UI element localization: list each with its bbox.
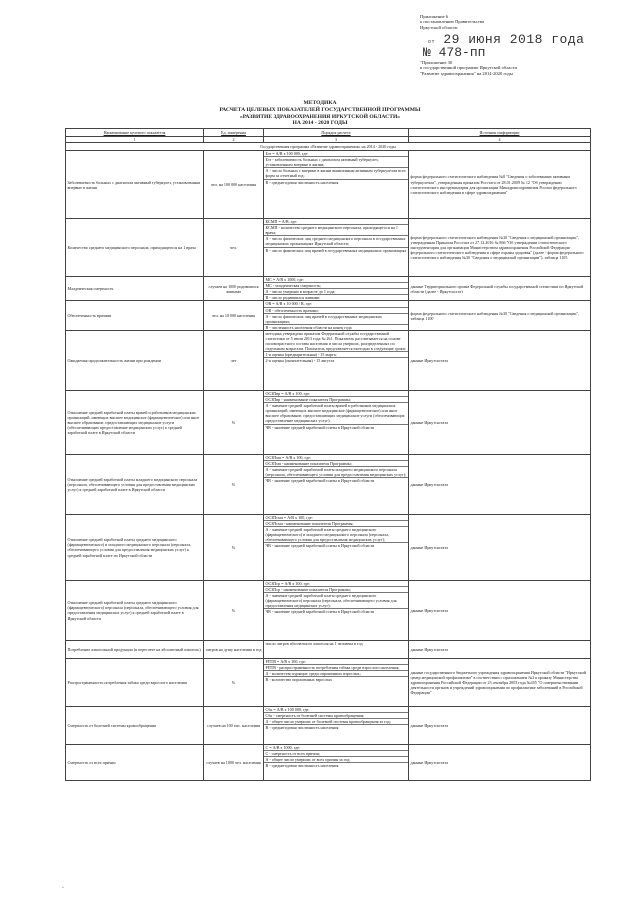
calculation-line: ОВ - обеспеченность врачами; [264, 308, 408, 314]
calculation-line: ОСЗПср = А/В х 100, где: [264, 581, 408, 587]
information-source: данные Территориального органа Федеральной службы государственной статистики по Иркутской области (далее - Иркутскстат) [409, 277, 591, 301]
indicator-name: Отношение средней заработной платы среднего медицинского (фармацевтического) персонала (персонала, обеспечивающего условия для предоставления медицинских услуг) к средней заработной плате в Иркутской области [66, 580, 204, 640]
indicator-unit: случаев на 100 тыс. населения [204, 706, 264, 744]
calculation-line: КСМП = А/В, где: [264, 219, 408, 225]
indicator-name: Смертность от всех причин [66, 744, 204, 780]
calculation-procedure [264, 301, 409, 330]
calculation-line: КСМП - количество среднего медицинского персонала, приходящегося на 1 врача; [264, 225, 408, 236]
information-source: данные Иркутскстата [409, 330, 591, 390]
col-header-name: Наименование целевого показателя [66, 129, 204, 137]
title-line: МЕТОДИКА [303, 100, 337, 106]
calculation-line: В - количество опрошенных взрослых [265, 677, 333, 683]
calculation-line: ОСЗПср - наименование показателя Программы; [264, 587, 408, 593]
date-value: 29 июня 2018 года [443, 32, 585, 47]
calculation-procedure [264, 330, 409, 390]
appendix-block [420, 14, 630, 30]
table-row [66, 706, 591, 744]
calculation-procedure [264, 580, 409, 640]
calculation-line: ОСЗПвр - наименование показателя Программы; [264, 397, 408, 403]
calculation-line: А - значение средней заработной платы среднего медицинского (фармацевтического) и младшего медицинского персонала (персонала, обеспечивающего условия для предоставления медицинских услуг); [264, 527, 408, 543]
calculation-procedure [264, 706, 409, 744]
date-prefix: от [428, 39, 436, 45]
calculation-procedure [264, 454, 409, 514]
calculation-line: А - число умерших в возрасте до 1 года; [264, 289, 408, 295]
calculation-line: Бзт = А/В x 100 000, где: [264, 151, 408, 157]
calculation-procedure [264, 277, 409, 301]
calculation-line: А - число больных с впервые в жизни выявленным активным туберкулезом всех форм за отчетный год; [264, 168, 408, 179]
col-header-calc: Порядок расчета [264, 129, 409, 137]
information-source: данные государственного бюджетного учреждения здравоохранения Иркутской области "Иркутский центр медицинской профилактики" в соответствии с приложением №3 к приказу Министерства здравоохранения Российской Федерации от 23 сентября 2003 года №455 "О совершенствовании деятельности органов и учреждений здравоохранения по профилактике заболеваний в Российской Федерации" [409, 658, 591, 706]
appendix2-line: "Приложение 30 [420, 60, 453, 65]
information-source: данные Иркутскстата [409, 454, 591, 514]
calculation-line: А - количество курящих среди опрошенных взрослых; [264, 671, 408, 677]
col-number: 4 [409, 137, 591, 143]
information-source: данные Иркутскстата [409, 744, 591, 780]
indicator-unit: чел. [204, 219, 264, 277]
indicator-unit: % [204, 658, 264, 706]
information-source: форма федерального статистического наблюдения №8 "Сведения о заболеваниях активным туберкулезом", утвержденная приказом Росстата от 28.01.2009 № 12 "Об утверждении статистического инструментария для организации Минздравсоцразвития России федерального статистического наблюдения в сфере здравоохранения" [409, 151, 591, 219]
calculation-line: Бзт - заболеваемость больных с диагнозом активный туберкулез, установленным впервые в жизни; [264, 157, 408, 168]
appendix-line: Иркутской области [420, 24, 458, 30]
calculation-line: 2-я оценка (окончательная) - 15 августа [265, 358, 335, 364]
col-header-source: Источник информации [409, 129, 591, 137]
num-prefix: № [423, 45, 431, 60]
col-header-unit: Ед. измерения [204, 129, 264, 137]
indicator-name: Смертность от болезней системы кровообращения [66, 706, 204, 744]
calculation-line: Сбк - смертность от болезней системы кровообращения; [264, 713, 408, 719]
calculation-line: 1-я оценка (предварительная) - 15 марта; [264, 352, 408, 358]
title-line: НА 2014 - 2020 ГОДЫ [292, 120, 348, 127]
calculation-line: В - среднегодовая численность населения [265, 763, 339, 769]
col-number: 1 [66, 137, 204, 143]
calculation-line: ЧВ - значение средней заработной платы в Иркутской области [265, 424, 375, 430]
appendix-line: к постановлению Правительства [420, 19, 484, 25]
calculation-procedure [264, 219, 409, 277]
title-line: «РАЗВИТИЕ ЗДРАВООХРАНЕНИЯ ИРКУТСКОЙ ОБЛАСТИ» [239, 113, 401, 120]
indicator-name: Отношение средней заработной платы младшего медицинского персонала (персонала, обеспечивающего условия для предоставления медицинских услуг) к средней заработной плате в Иркутской области [66, 454, 204, 514]
calculation-line: Сбк = А/В х 100 000, где: [264, 707, 408, 713]
indicator-unit: случаев на 1000 чел. населения [204, 744, 264, 780]
indicator-name: Младенческая смертность [66, 277, 204, 301]
calculation-line: РПТВ = А/В х 100, где: [264, 659, 408, 665]
calculation-line: В - численность населения области на конец года [265, 324, 352, 330]
calculation-line: А - общее число умерших от всех причин за год; [264, 757, 408, 763]
calculation-line: В - среднегодовая численность населения [265, 725, 339, 731]
col-number: 3 [264, 137, 409, 143]
indicator-unit: % [204, 454, 264, 514]
calculation-line: А - значение средней заработной платы младшего медицинского персонала (персонала, обеспечивающего условия для предоставления медицинских услуг); [265, 467, 407, 478]
table-row [66, 454, 591, 514]
calculation-line: А - значение средней заработной платы врачей и работников медицинских организаций, имеющих высшее медицинское (фармацевтическое) или иное высшее образование, предоставляющих медицинские услуги (обеспечивающих предоставление медицинских услуг); [264, 403, 408, 424]
information-source: данные Иркутскстата [409, 390, 591, 454]
calculation-line: ЧВ - значение средней заработной платы в Иркутской области [265, 478, 375, 484]
calculation-line: МС - младенческая смертность; [264, 283, 408, 289]
indicator-name: Заболеваемость больных с диагнозом активный туберкулез, установленным впервые в жизни [66, 151, 204, 219]
calculation-line: РПТВ - распространенность потребления табака среди взрослого населения; [264, 665, 408, 671]
indicator-name: Потребление алкогольной продукции (в пересчете на абсолютный алкоголь) [66, 640, 204, 658]
information-source: форма федерального статистического наблюдения №30 "Сведения о медицинской организации", таблица 1100 [409, 301, 591, 330]
calculation-procedure [264, 640, 409, 658]
calculation-line: В - число физических лиц врачей в государственных медицинских организациях [265, 247, 407, 253]
num-value: 478-пп [438, 45, 486, 60]
calculation-line: ОСЗПмп = А/В х 100, где: [264, 455, 408, 461]
calculation-line: ОСЗПсмп - наименование показателя Программы; [264, 521, 408, 527]
table-row [66, 744, 591, 780]
col-number: 2 [204, 137, 264, 143]
information-source: данные Иркутскстата [409, 514, 591, 580]
calculation-procedure [264, 151, 409, 219]
table-row [66, 640, 591, 658]
indicator-name: Распространенность потребления табака среди взрослого населения [66, 658, 204, 706]
calculation-line: А - значение средней заработной платы среднего медицинского (фармацевтического) персонала (персонала, обеспечивающего условия для предоставления медицинских услуг); [264, 593, 408, 609]
calculation-line: А - общее число умерших от болезней системы кровообращения за год; [264, 719, 408, 725]
indicator-unit: % [204, 580, 264, 640]
indicator-name: Обеспеченность врачами [66, 301, 204, 330]
calculation-procedure [264, 744, 409, 780]
indicator-unit: литров на душу населения в год [204, 640, 264, 658]
appendix-line: Приложение 6 [420, 14, 449, 19]
table-header-row [66, 129, 591, 137]
handwritten-number [423, 46, 485, 59]
table-row [66, 277, 591, 301]
calculation-procedure [264, 514, 409, 580]
information-source: данные Иркутскстата [409, 706, 591, 744]
table-row [66, 580, 591, 640]
calculation-line: В - среднегодовая численность населения [265, 179, 339, 185]
information-source: форма федерального статистического наблюдения №30 "Сведения о медицинской организации", утвержденная Приказом Росстата от 27.12.2016 № 866 "Об утверждении статистического инструментария для организации Министерством здравоохранения Российской Федерации федерального статистического наблюдения в сфере охраны здоровья" (далее - форма федерального статистического наблюдения №30 "Сведения о медицинской организации"), таблица 1105 [409, 219, 591, 277]
indicator-name: Отношение средней заработной платы врачей и работников медицинских организаций, имеющих высшее медицинское (фармацевтическое) или иное высшее образование, предоставляющих медицинские услуги (обеспечивающих предоставление медицинских услуг) к средней заработной плате в Иркутской области [66, 390, 204, 454]
calculation-line: МС = А/В х 1000, где: [264, 277, 408, 283]
calculation-line: ЧВ - значение средней заработной платы в Иркутской области [265, 609, 375, 615]
methodology-table [65, 128, 591, 781]
document-title [0, 100, 640, 127]
information-source: данные Иркутскстата [409, 640, 591, 658]
indicator-unit: лет [204, 330, 264, 390]
calculation-procedure [264, 658, 409, 706]
footer-mark: - [62, 886, 64, 891]
appendix2-block [420, 60, 630, 76]
calculation-line: А - число физических лиц среднего медицинского персонала в государственных медицинских организациях Иркутской области; [264, 236, 408, 247]
calculation-line: ОСЗПвр = А/В х 100, где: [264, 391, 408, 397]
section-row [66, 143, 591, 151]
table-row [66, 151, 591, 219]
calculation-line: число литров абсолютного алкоголя на 1 человека в год [265, 640, 363, 646]
information-source: данные Иркутскстата [409, 580, 591, 640]
calculation-procedure [264, 390, 409, 454]
table-row [66, 390, 591, 454]
appendix2-line: к государственной программе Иркутской области [420, 65, 517, 71]
indicator-name: Отношение средней заработной платы среднего медицинского (фармацевтического) и младшего медицинского персонала (персонала, обеспечивающего условия для предоставления медицинских услуг) к средней заработной плате по Иркутской области [66, 514, 204, 580]
calculation-line: методика утверждена приказом Федеральной службы государственной статистики от 5 июля 2013 года № 261. Показатель рассчитывается на основе половозрастного состава населения и числа умерших, распределенных по отдельным возрастам. Показатель представляется ежегодно в следующие сроки: [264, 331, 408, 352]
indicator-name: Количество среднего медицинского персонала, приходящегося на 1 врача [66, 219, 204, 277]
indicator-name: Ожидаемая продолжительность жизни при рождении [66, 330, 204, 390]
indicator-unit: % [204, 514, 264, 580]
table-row [66, 301, 591, 330]
appendix2-line: "Развитие здравоохранения" на 2014-2020 годы [420, 70, 513, 76]
indicator-unit: случаев на 1000 родившихся живыми [204, 277, 264, 301]
calculation-line: А - число физических лиц врачей в государственных медицинских организациях; [264, 314, 408, 325]
calculation-line: ОСЗПмп - наименование показателя Программы; [264, 461, 408, 467]
calculation-line: С = А/В х 1000, где: [264, 745, 408, 751]
indicator-unit: чел. на 100 000 населения [204, 151, 264, 219]
calculation-line: ОСЗПсмп = А/В х 100, где: [264, 515, 408, 521]
indicator-unit: % [204, 390, 264, 454]
table-row [66, 219, 591, 277]
calculation-line: С - смертность от всех причин; [264, 751, 408, 757]
section-title: Государственная программа «Развитие здравоохранения» на 2014 - 2020 годы [66, 143, 591, 151]
calculation-line: В - число родившихся живыми [265, 295, 320, 301]
indicator-unit: чел. на 10 000 населения [204, 301, 264, 330]
calculation-line: ОВ = А/В х 10 000 / В, где: [264, 301, 408, 307]
table-row [66, 514, 591, 580]
title-line: РАСЧЕТА ЦЕЛЕВЫХ ПОКАЗАТЕЛЕЙ ГОСУДАРСТВЕННОЙ ПРОГРАММЫ [219, 106, 421, 113]
table-row [66, 330, 591, 390]
calculation-line: ЧВ - значение средней заработной платы в Иркутской области [265, 543, 375, 549]
table-row [66, 658, 591, 706]
